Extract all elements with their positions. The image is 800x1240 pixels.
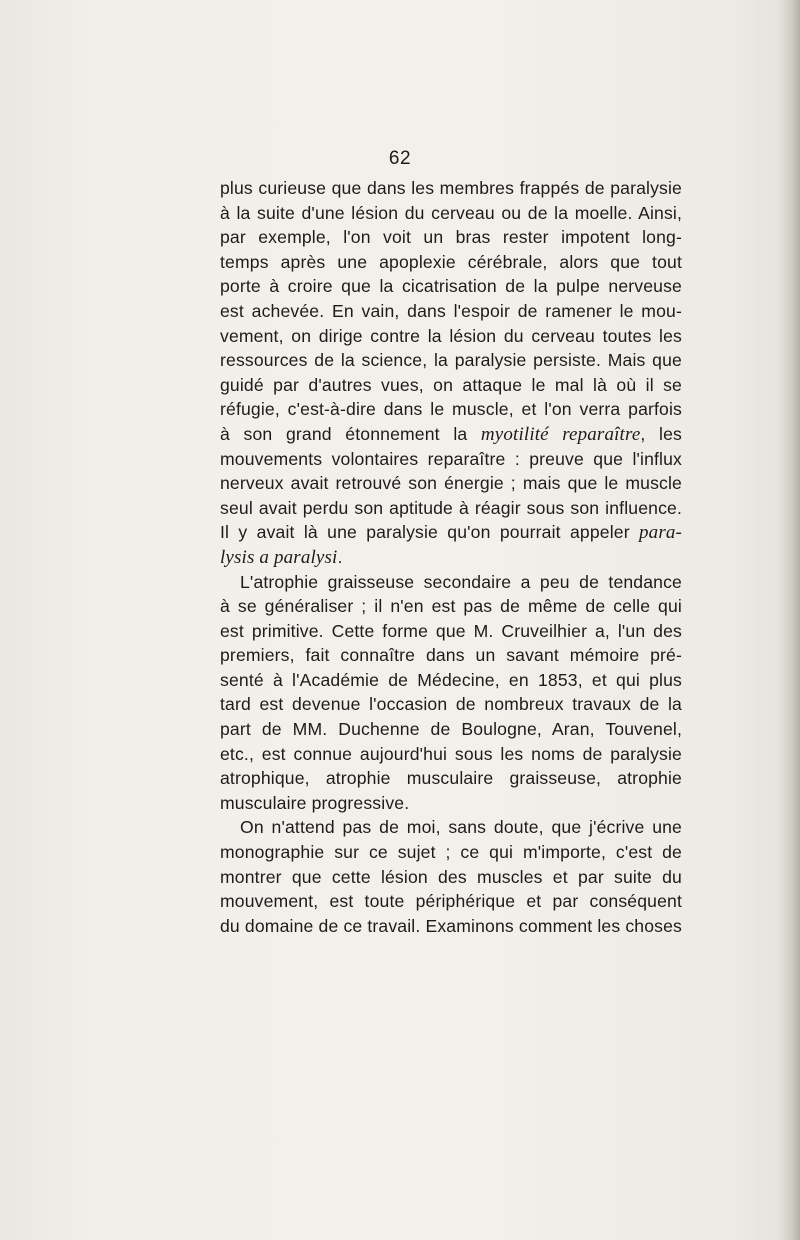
page-edge-shadow xyxy=(778,0,800,1240)
text-line-with-italic xyxy=(220,545,682,570)
text-line: senté à l'Académie de Médecine, en 1853, et qui plus xyxy=(220,669,682,690)
text-line-with-italic xyxy=(220,422,682,447)
text-line: ressources de la science, la paralysie persiste. Mais que xyxy=(220,350,682,371)
page-number: 62 xyxy=(388,148,412,169)
text-line: par exemple, l'on voit un bras rester impotent long- xyxy=(220,227,682,248)
text-line: seul avait perdu son aptitude à réagir sous son influence. xyxy=(220,497,682,518)
body-text xyxy=(220,176,682,938)
text-line-with-italic xyxy=(220,520,682,545)
text-line: réfugie, c'est-à-dire dans le muscle, et l'on verra parfois xyxy=(220,399,682,420)
text-line: guidé par d'autres vues, on attaque le mal là où il se xyxy=(220,374,682,395)
text-line: est achevée. En vain, dans l'espoir de ramener le mou- xyxy=(220,300,682,321)
text-line: montrer que cette lésion des muscles et par suite du xyxy=(220,866,682,887)
text-line: à se généraliser ; il n'en est pas de même de celle qui xyxy=(220,596,682,617)
text-line: est primitive. Cette forme que M. Cruveilhier a, l'un des xyxy=(220,620,682,641)
italic-term: myotilité reparaître xyxy=(480,423,641,445)
text-line: porte à croire que la cicatrisation de la pulpe nerveuse xyxy=(220,276,682,297)
paragraph-start-line: L'atrophie graisseuse secondaire a peu de tendance xyxy=(240,571,682,592)
text-line: premiers, fait connaître dans un savant mémoire pré- xyxy=(220,645,682,666)
text-line: nerveux avait retrouvé son énergie ; mais que le muscle xyxy=(220,473,682,494)
text-line: plus curieuse que dans les membres frappés de paralysie xyxy=(220,178,682,198)
text-line: musculaire progressive. xyxy=(220,792,410,813)
text-line: mouvement, est toute périphérique et par conséquent xyxy=(220,891,682,912)
text-line: part de MM. Duchenne de Boulogne, Aran, Touvenel, xyxy=(220,719,682,740)
text-line: vement, on dirige contre la lésion du cerveau toutes les xyxy=(220,325,682,346)
italic-term: lysis a paralysi xyxy=(220,546,338,568)
text-line: atrophique, atrophie musculaire graisseuse, atrophie xyxy=(220,768,682,789)
text-line: tard est devenue l'occasion de nombreux travaux de la xyxy=(220,694,682,715)
text-run: . xyxy=(337,546,343,567)
text-line: à la suite d'une lésion du cerveau ou de la moelle. Ainsi, xyxy=(220,202,682,223)
text-line: etc., est connue aujourd'hui sous les noms de paralysie xyxy=(220,743,682,764)
italic-term: para- xyxy=(639,522,682,544)
text-run: à son grand étonnement la xyxy=(220,423,481,444)
text-line: mouvements volontaires reparaître : preuve que l'influx xyxy=(220,448,682,469)
text-line: monographie sur ce sujet ; ce qui m'importe, c'est de xyxy=(220,842,682,863)
text-run: , les xyxy=(640,423,682,444)
paragraph-start-line: On n'attend pas de moi, sans doute, que j'écrive une xyxy=(240,817,682,838)
text-run: Il y avait là une paralysie qu'on pourrait appeler xyxy=(220,522,640,543)
text-line: du domaine de ce travail. Examinons comment les choses xyxy=(220,915,682,936)
text-line: temps après une apoplexie cérébrale, alors que tout xyxy=(220,251,682,272)
